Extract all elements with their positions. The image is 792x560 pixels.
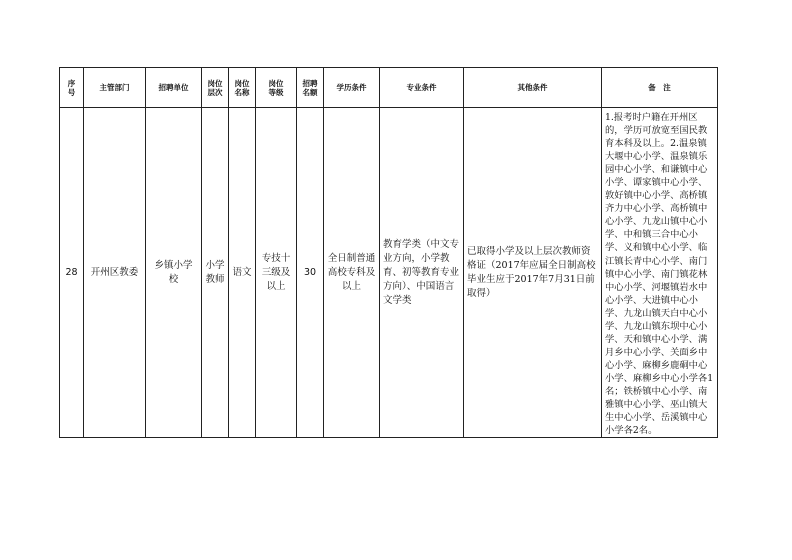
cell-major: 教育学类（中文专业方向，小学教育、初等教育专业方向）、中国语言文学类 (380, 108, 464, 438)
cell-position-name: 语文 (229, 108, 256, 438)
header-other: 其他条件 (464, 68, 602, 108)
header-department: 主管部门 (84, 68, 146, 108)
header-row (60, 68, 718, 108)
cell-other: 已取得小学及以上层次教师资格证（2017年应届全日制高校毕业生应于2017年7月31日前取得） (464, 108, 602, 438)
header-quota: 招聘名额 (297, 68, 324, 108)
header-position-name: 岗位名称 (229, 68, 256, 108)
cell-position-level: 小学教师 (202, 108, 229, 438)
cell-seq: 28 (60, 108, 84, 438)
header-unit: 招聘单位 (146, 68, 202, 108)
cell-remarks: 1.报考时户籍在开州区的，学历可放宽至国民教育本科及以上。2.温泉镇大堰中心小学、温泉镇乐园中心小学、和谦镇中心小学、谭家镇中心小学、敦好镇中心小学、高桥镇齐力中心小学、高桥镇中心小学、九龙山镇中心小学、中和镇三合中心小学、义和镇中心小学、临江镇长青中心小学、南门镇中心小学、南门镇花林中心小学、河堰镇岩水中心小学、大进镇中心小学、九龙山镇天白中心小学、九龙山镇东坝中心小学、天和镇中心小学、满月乡中心小学、关面乡中心小学、麻柳乡鹿硐中心小学、麻柳乡中心小学各1名；铁桥镇中心小学、南雅镇中心小学、巫山镇大生中心小学、岳溪镇中心小学各2名。 (602, 108, 718, 438)
header-seq: 序号 (60, 68, 84, 108)
cell-unit: 乡镇小学校 (146, 108, 202, 438)
cell-quota: 30 (297, 108, 324, 438)
cell-position-grade: 专技十三级及以上 (256, 108, 297, 438)
header-remarks: 备 注 (602, 68, 718, 108)
header-position-level: 岗位层次 (202, 68, 229, 108)
header-major: 专业条件 (380, 68, 464, 108)
table-row (60, 108, 718, 438)
cell-department: 开州区教委 (84, 108, 146, 438)
header-position-grade: 岗位等级 (256, 68, 297, 108)
recruitment-table (59, 67, 718, 438)
header-education: 学历条件 (324, 68, 380, 108)
cell-education: 全日制普通高校专科及以上 (324, 108, 380, 438)
